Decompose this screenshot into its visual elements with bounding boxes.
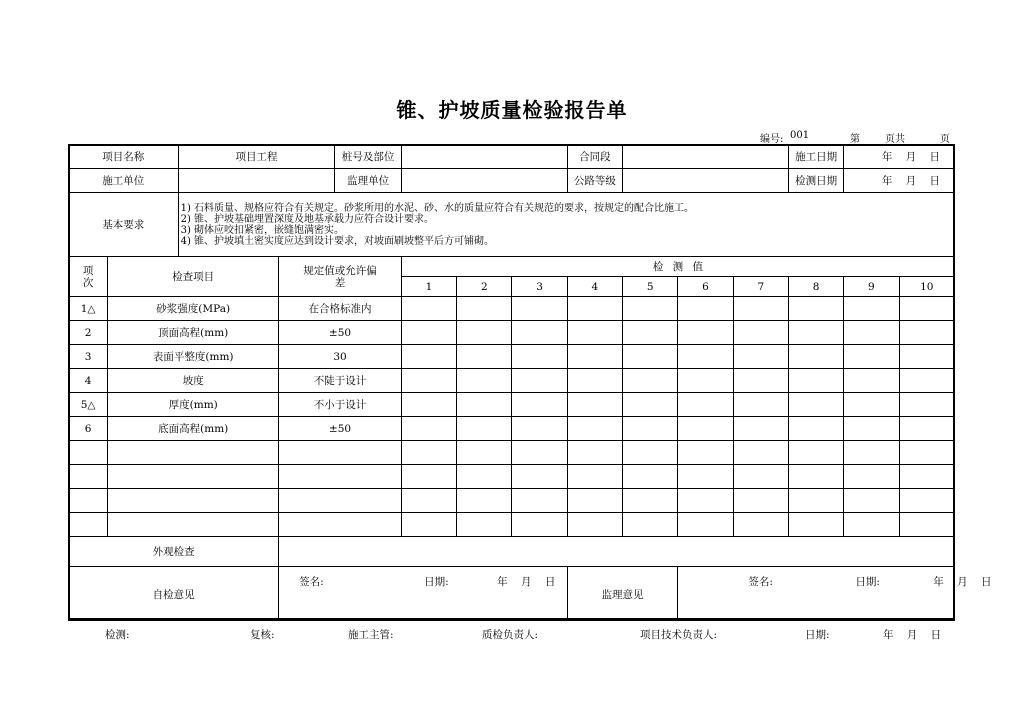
supervision-unit-value[interactable] [401, 169, 567, 193]
pile-location-label: 桩号及部位 [335, 145, 401, 169]
value-cell[interactable] [623, 321, 678, 345]
value-cell[interactable] [788, 321, 843, 345]
value-cell[interactable] [512, 489, 567, 513]
construction-date-value[interactable]: 年 月 日 [844, 145, 955, 169]
value-cell[interactable] [733, 297, 788, 321]
value-cell[interactable] [623, 417, 678, 441]
road-grade-label: 公路等级 [567, 169, 622, 193]
value-cell[interactable] [567, 369, 622, 393]
contract-section-value[interactable] [623, 145, 789, 169]
row-seq: 3 [69, 345, 108, 369]
appearance-row [69, 537, 955, 567]
value-cell[interactable] [678, 489, 733, 513]
value-cell[interactable] [457, 345, 512, 369]
value-cell[interactable] [512, 369, 567, 393]
value-cell[interactable] [788, 465, 843, 489]
table-row [69, 345, 955, 369]
page-title: 锥、护坡质量检验报告单 [396, 98, 628, 122]
row-spec [279, 513, 402, 537]
value-cell[interactable] [623, 489, 678, 513]
requirement-line: 2) 锥、护坡基础埋置深度及地基承载力应符合设计要求。 [180, 213, 435, 225]
value-cell[interactable] [457, 297, 512, 321]
value-cell[interactable] [457, 465, 512, 489]
value-cell[interactable] [678, 417, 733, 441]
value-cell[interactable] [678, 345, 733, 369]
row-seq: 2 [69, 321, 108, 345]
value-cell[interactable] [678, 513, 733, 537]
value-cell[interactable] [401, 369, 456, 393]
value-cell[interactable] [788, 345, 843, 369]
project-name-label: 项目名称 [69, 145, 179, 169]
value-cell[interactable] [623, 393, 678, 417]
value-col-header: 5 [623, 277, 678, 297]
value-cell[interactable] [567, 489, 622, 513]
appearance-value[interactable] [279, 537, 955, 567]
value-cell[interactable] [401, 417, 456, 441]
value-cell[interactable] [401, 345, 456, 369]
value-col-header: 7 [733, 277, 788, 297]
value-cell[interactable] [401, 465, 456, 489]
measured-values-header: 检 测 值 [401, 257, 954, 277]
row-seq [69, 441, 108, 465]
table-row [69, 465, 955, 489]
value-cell[interactable] [844, 321, 899, 345]
value-cell[interactable] [512, 297, 567, 321]
row-spec: 不小于设计 [279, 393, 402, 417]
supervision-sign-label: 签名: [748, 575, 773, 588]
value-cell[interactable] [899, 345, 954, 369]
supervision-label: 监理意见 [567, 567, 678, 619]
road-grade-value[interactable] [623, 169, 789, 193]
value-col-header: 4 [567, 277, 622, 297]
value-cell[interactable] [401, 297, 456, 321]
table-row [69, 513, 955, 537]
value-cell[interactable] [678, 321, 733, 345]
value-cell[interactable] [457, 489, 512, 513]
value-cell[interactable] [567, 513, 622, 537]
value-cell[interactable] [512, 417, 567, 441]
value-cell[interactable] [844, 465, 899, 489]
inspection-date-label: 检测日期 [788, 169, 843, 193]
row-item: 表面平整度(mm) [108, 345, 279, 369]
value-cell[interactable] [457, 417, 512, 441]
value-cell[interactable] [457, 393, 512, 417]
value-cell[interactable] [844, 489, 899, 513]
row-spec: ±50 [279, 417, 402, 441]
construction-unit-label: 施工单位 [69, 169, 179, 193]
value-cell[interactable] [567, 321, 622, 345]
value-cell[interactable] [512, 441, 567, 465]
opinion-row [69, 567, 955, 619]
value-cell[interactable] [401, 441, 456, 465]
page-unit-label: 页共 [885, 134, 905, 145]
value-col-header: 3 [512, 277, 567, 297]
row-item: 顶面高程(mm) [108, 321, 279, 345]
value-cell[interactable] [512, 345, 567, 369]
supervision-date-label: 日期: [855, 575, 880, 588]
row-seq: 6 [69, 417, 108, 441]
value-cell[interactable] [512, 465, 567, 489]
value-cell[interactable] [457, 441, 512, 465]
row-item [108, 513, 279, 537]
value-cell[interactable] [733, 345, 788, 369]
value-cell[interactable] [678, 393, 733, 417]
row-seq [69, 465, 108, 489]
requirement-line: 1) 石料质量、规格应符合有关规定。砂浆所用的水泥、砂、水的质量应符合有关规范的要求，按规定的配合比施工。 [180, 202, 695, 214]
value-cell[interactable] [733, 393, 788, 417]
footer-date-label: 日期: [805, 629, 830, 641]
value-col-header: 6 [678, 277, 733, 297]
serial-number-value: 001 [790, 130, 810, 141]
value-cell[interactable] [457, 369, 512, 393]
table-row [69, 369, 955, 393]
row-seq: 4 [69, 369, 108, 393]
value-cell[interactable] [844, 345, 899, 369]
value-cell[interactable] [623, 513, 678, 537]
table-row [69, 417, 955, 441]
contract-section-label: 合同段 [567, 145, 622, 169]
value-cell[interactable] [899, 297, 954, 321]
self-check-ymd: 年 月 日 [497, 575, 556, 588]
value-cell[interactable] [844, 393, 899, 417]
header-row-unit [69, 169, 955, 193]
row-seq: 5△ [69, 393, 108, 417]
value-col-header: 9 [844, 277, 899, 297]
spec-header: 规定值或允许偏差 [279, 257, 402, 297]
value-cell[interactable] [844, 297, 899, 321]
footer-reviewer: 复核: [250, 629, 275, 641]
table-header-row-1 [69, 257, 955, 277]
row-item [108, 465, 279, 489]
row-spec: ±50 [279, 321, 402, 345]
requirements-label: 基本要求 [69, 193, 179, 257]
pile-location-value[interactable] [401, 145, 567, 169]
value-cell[interactable] [623, 369, 678, 393]
value-col-header: 1 [401, 277, 456, 297]
value-cell[interactable] [788, 393, 843, 417]
row-item: 底面高程(mm) [108, 417, 279, 441]
requirement-line: 3) 砌体应咬扣紧密，嵌缝饱满密实。 [180, 224, 345, 236]
value-cell[interactable] [567, 417, 622, 441]
row-seq: 1△ [69, 297, 108, 321]
footer-qc-manager: 质检负责人: [482, 629, 539, 641]
value-cell[interactable] [788, 513, 843, 537]
serial-number-label: 编号: [760, 134, 784, 145]
value-cell[interactable] [401, 321, 456, 345]
requirement-line: 4) 锥、护坡填土密实度应达到设计要求，对坡面刷坡整平后方可铺砌。 [180, 235, 495, 247]
value-cell[interactable] [733, 321, 788, 345]
construction-date-label: 施工日期 [788, 145, 843, 169]
value-cell[interactable] [788, 417, 843, 441]
row-spec: 在合格标准内 [279, 297, 402, 321]
value-cell[interactable] [733, 441, 788, 465]
value-cell[interactable] [512, 393, 567, 417]
supervision-ymd: 年 月 日 [933, 575, 992, 588]
value-cell[interactable] [733, 465, 788, 489]
value-cell[interactable] [457, 321, 512, 345]
value-cell[interactable] [733, 369, 788, 393]
value-cell[interactable] [899, 369, 954, 393]
value-cell[interactable] [512, 321, 567, 345]
value-cell[interactable] [844, 513, 899, 537]
requirements-text [178, 193, 954, 257]
value-cell[interactable] [899, 417, 954, 441]
value-col-header: 10 [899, 277, 954, 297]
page-end-label: 页 [940, 134, 950, 145]
item-header: 检查项目 [108, 257, 279, 297]
value-cell[interactable] [899, 489, 954, 513]
inspection-date-value[interactable]: 年 月 日 [844, 169, 955, 193]
row-item [108, 441, 279, 465]
value-cell[interactable] [623, 465, 678, 489]
row-item: 坡度 [108, 369, 279, 393]
value-cell[interactable] [567, 345, 622, 369]
footer-tech-manager: 项目技术负责人: [640, 629, 718, 641]
row-item [108, 489, 279, 513]
value-cell[interactable] [788, 441, 843, 465]
value-cell[interactable] [844, 441, 899, 465]
table-row [69, 321, 955, 345]
table-row [69, 441, 955, 465]
value-cell[interactable] [678, 465, 733, 489]
row-spec [279, 489, 402, 513]
value-cell[interactable] [678, 441, 733, 465]
value-cell[interactable] [678, 297, 733, 321]
header-row-project [69, 145, 955, 169]
seq-header: 项次 [69, 257, 108, 297]
table-row [69, 489, 955, 513]
self-check-sign-label: 签名: [299, 575, 324, 588]
value-col-header: 2 [457, 277, 512, 297]
value-cell[interactable] [899, 441, 954, 465]
self-check-area[interactable] [279, 567, 568, 619]
row-seq [69, 489, 108, 513]
value-cell[interactable] [899, 465, 954, 489]
row-item: 厚度(mm) [108, 393, 279, 417]
footer-inspector: 检测: [105, 629, 130, 641]
value-cell[interactable] [733, 489, 788, 513]
requirements-row [69, 193, 955, 257]
page-label: 第 [850, 134, 860, 145]
value-cell[interactable] [567, 393, 622, 417]
row-spec: 不陡于设计 [279, 369, 402, 393]
value-cell[interactable] [401, 513, 456, 537]
supervision-unit-label: 监理单位 [335, 169, 401, 193]
table-row [69, 393, 955, 417]
inspection-form-table [68, 144, 992, 619]
row-seq [69, 513, 108, 537]
value-cell[interactable] [899, 321, 954, 345]
row-spec: 30 [279, 345, 402, 369]
table-row [69, 297, 955, 321]
value-cell[interactable] [899, 513, 954, 537]
value-cell[interactable] [512, 513, 567, 537]
value-cell[interactable] [788, 489, 843, 513]
value-cell[interactable] [567, 441, 622, 465]
self-check-label: 自检意见 [69, 567, 279, 619]
value-cell[interactable] [788, 369, 843, 393]
value-cell[interactable] [788, 297, 843, 321]
value-cell[interactable] [623, 345, 678, 369]
footer-construction-manager: 施工主管: [348, 629, 394, 641]
value-cell[interactable] [623, 297, 678, 321]
row-spec [279, 465, 402, 489]
construction-unit-value[interactable] [178, 169, 335, 193]
value-col-header: 8 [788, 277, 843, 297]
value-cell[interactable] [844, 369, 899, 393]
value-cell[interactable] [567, 465, 622, 489]
row-spec [279, 441, 402, 465]
value-cell[interactable] [733, 513, 788, 537]
supervision-area[interactable] [678, 567, 992, 619]
appearance-label: 外观检查 [69, 537, 279, 567]
value-cell[interactable] [844, 417, 899, 441]
value-cell[interactable] [401, 393, 456, 417]
value-cell[interactable] [401, 489, 456, 513]
value-cell[interactable] [678, 369, 733, 393]
value-cell[interactable] [567, 297, 622, 321]
self-check-date-label: 日期: [424, 575, 449, 588]
row-item: 砂浆强度(MPa) [108, 297, 279, 321]
value-cell[interactable] [899, 393, 954, 417]
footer-ymd: 年 月 日 [883, 629, 942, 641]
value-cell[interactable] [623, 441, 678, 465]
value-cell[interactable] [733, 417, 788, 441]
value-cell[interactable] [457, 513, 512, 537]
project-name-value[interactable]: 项目工程 [178, 145, 335, 169]
